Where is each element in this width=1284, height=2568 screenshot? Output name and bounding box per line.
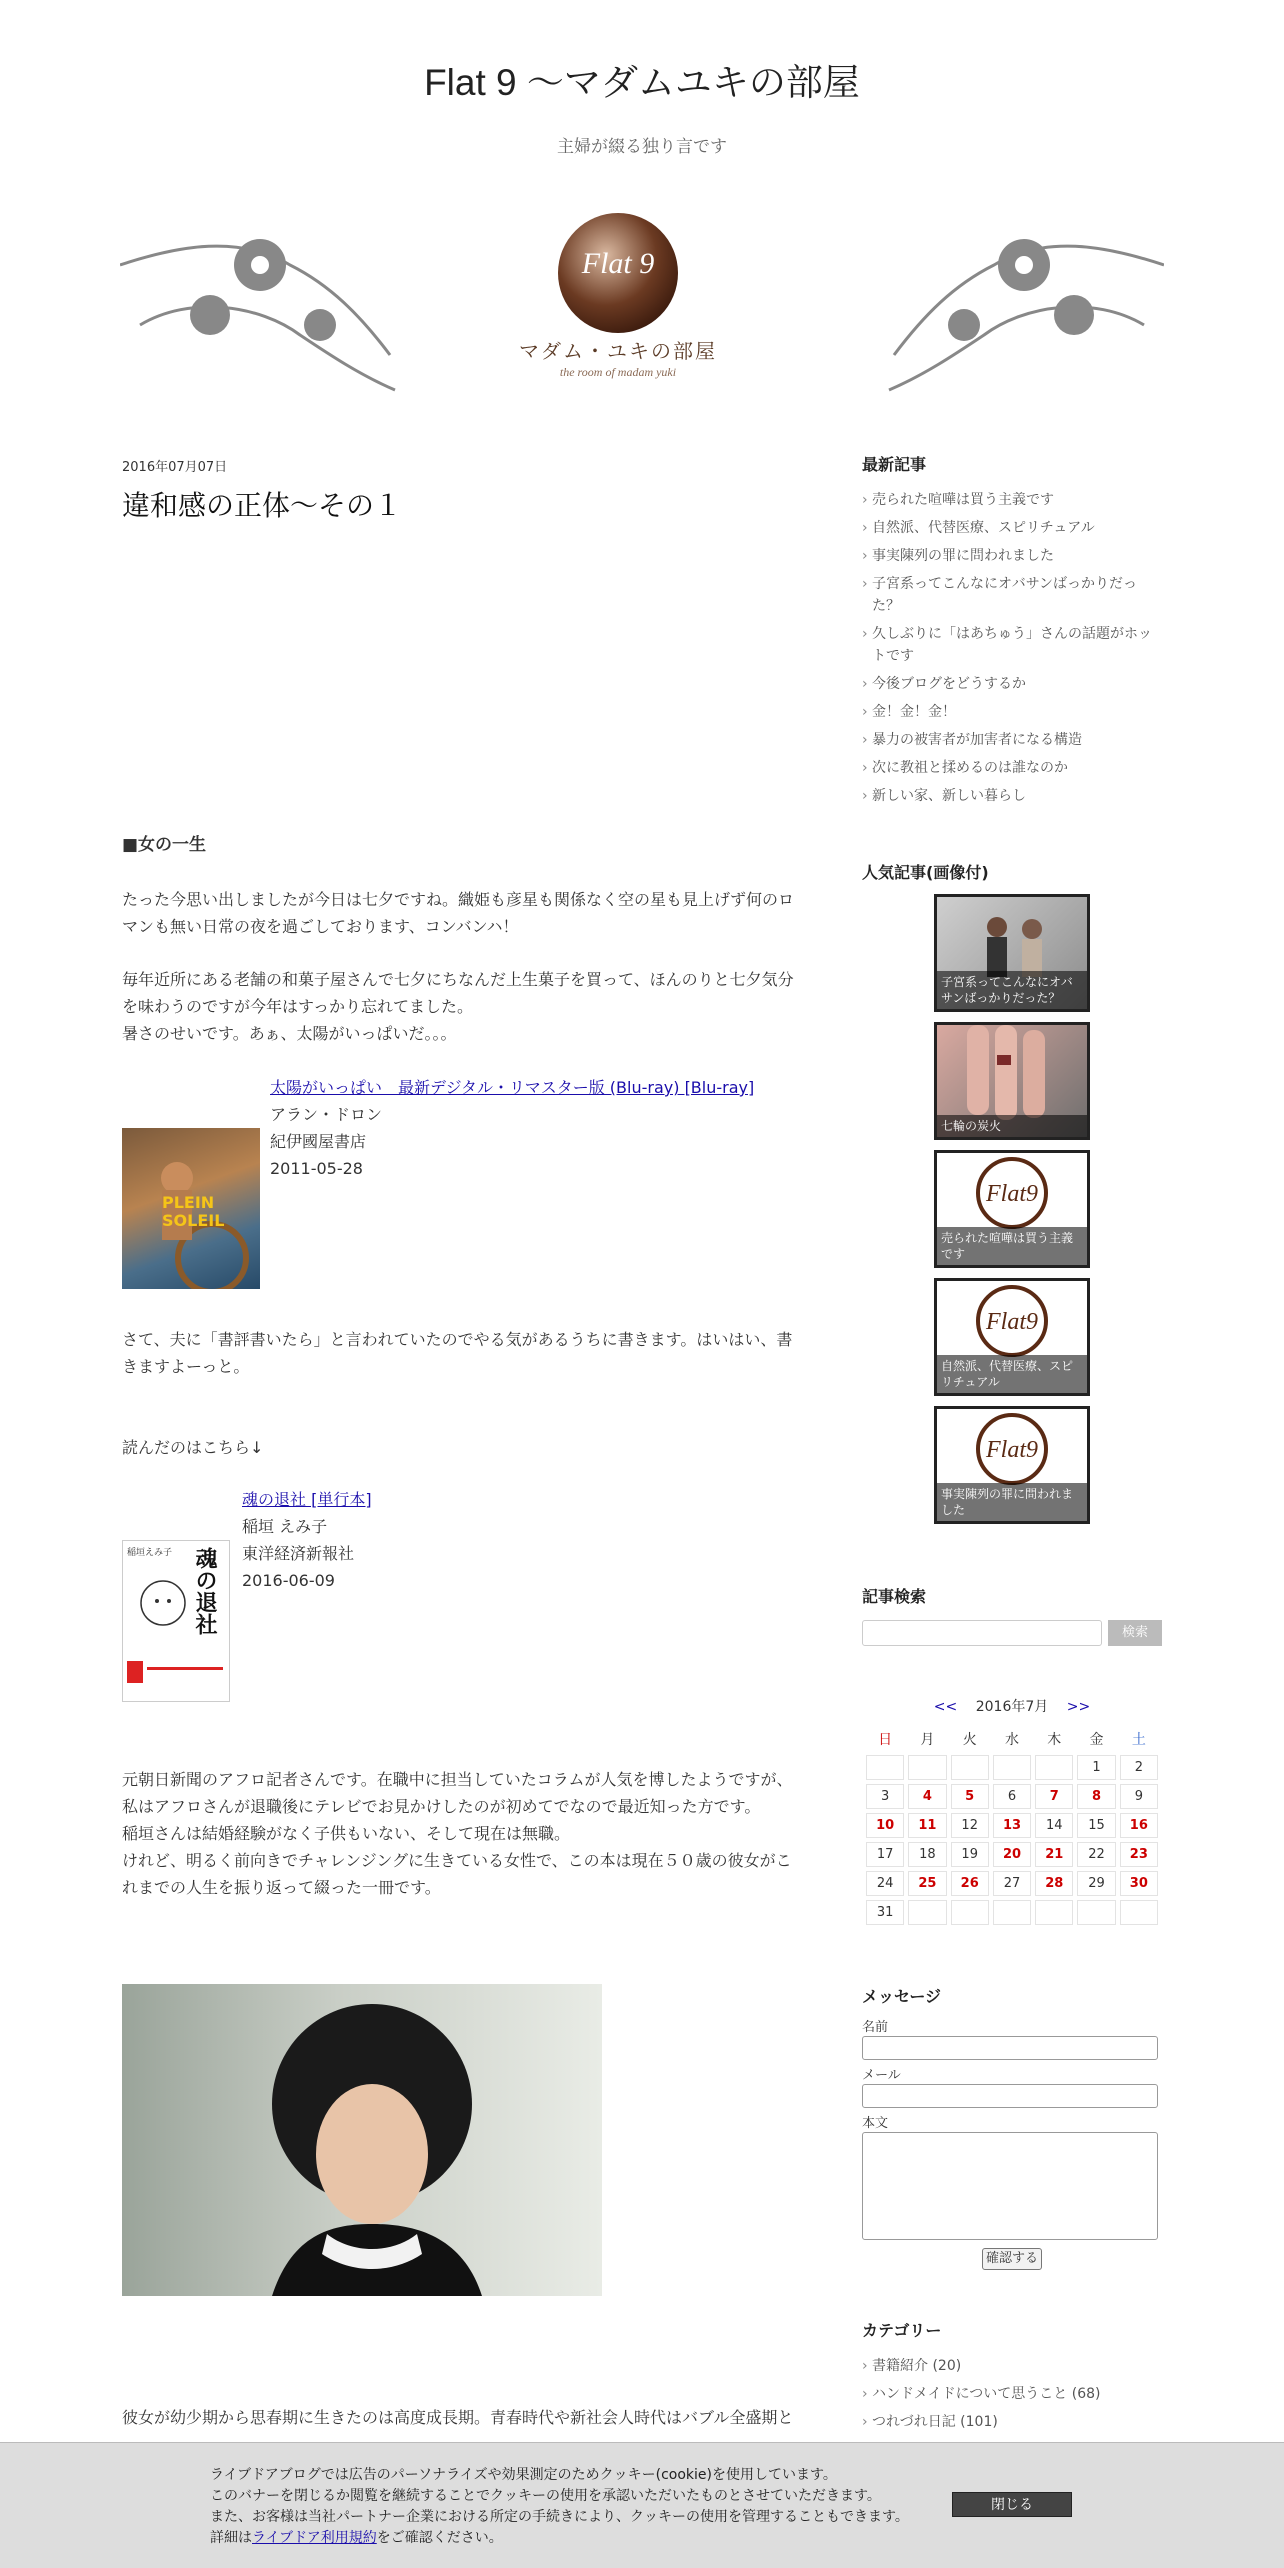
calendar-empty-cell bbox=[1035, 1900, 1073, 1925]
recent-post-item[interactable]: › 今後ブログをどうするか bbox=[862, 673, 1162, 695]
weekday-sun: 日 bbox=[878, 1731, 893, 1748]
message-heading: メッセージ bbox=[862, 1987, 942, 2006]
email-field[interactable] bbox=[862, 2084, 1158, 2108]
book-cover-author: 稲垣えみ子 bbox=[127, 1548, 173, 1558]
recent-post-item[interactable]: › 暴力の被害者が加害者になる構造 bbox=[862, 729, 1162, 751]
category-item[interactable]: › 書籍紹介 (20) bbox=[862, 2355, 1162, 2377]
section-heading: ■女の一生 bbox=[122, 835, 207, 855]
popular-posts bbox=[862, 860, 1162, 883]
cookie-close-button[interactable]: 閉じる bbox=[952, 2492, 1072, 2517]
calendar-day[interactable]: 25 bbox=[908, 1871, 946, 1896]
calendar-day: 2 bbox=[1120, 1755, 1158, 1780]
site-subtitle: 主婦が綴る独り言です bbox=[557, 137, 727, 157]
svg-text:Flat9: Flat9 bbox=[986, 1181, 1038, 1207]
paragraph-6: 彼女が幼少期から思春期に生きたのは高度成長期。青春時代や新社会人時代はバブル全盛期と bbox=[122, 2408, 794, 2427]
calendar-day[interactable]: 26 bbox=[951, 1871, 989, 1896]
recent-post-item[interactable]: › 金！金！金！ bbox=[862, 701, 1162, 723]
article bbox=[122, 454, 798, 524]
book-cover[interactable] bbox=[122, 1540, 230, 1702]
calendar-day: 14 bbox=[1035, 1813, 1073, 1838]
dvd-author: アラン・ドロン bbox=[270, 1105, 383, 1124]
search-input[interactable] bbox=[862, 1620, 1102, 1646]
popular-post-caption: 事実陳列の罪に問われました bbox=[937, 1483, 1087, 1521]
category-item[interactable]: › ハンドメイドについて思うこと (68) bbox=[862, 2383, 1162, 2405]
portrait-photo bbox=[122, 1984, 602, 2296]
search-heading: 記事検索 bbox=[862, 1587, 927, 1606]
calendar-day[interactable]: 8 bbox=[1077, 1784, 1115, 1809]
recent-posts-heading: 最新記事 bbox=[862, 455, 927, 474]
name-label: 名前 bbox=[862, 2020, 889, 2035]
calendar-empty-cell bbox=[908, 1900, 946, 1925]
calendar-day: 17 bbox=[866, 1842, 904, 1867]
cookie-line: ライブドアブログでは広告のパーソナライズや効果測定のためクッキー(cookie)を使用しています。 bbox=[210, 2467, 837, 2483]
calendar-empty-cell bbox=[951, 1755, 989, 1780]
calendar-day: 31 bbox=[866, 1900, 904, 1925]
cookie-line: また、お客様は当社パートナー企業における所定の手続きにより、クッキーの使用を管理することもできます。 bbox=[210, 2509, 909, 2525]
weekday-mon: 月 bbox=[920, 1731, 935, 1748]
popular-post-card[interactable] bbox=[934, 1278, 1090, 1396]
calendar-day: 1 bbox=[1077, 1755, 1115, 1780]
calendar-day: 9 bbox=[1120, 1784, 1158, 1809]
calendar-grid bbox=[862, 1722, 1162, 1929]
recent-post-item[interactable]: › 新しい家、新しい暮らし bbox=[862, 785, 1162, 807]
post-date: 2016年07月07日 bbox=[122, 460, 228, 475]
logo-text: Flat 9 bbox=[581, 247, 655, 280]
calendar-next-link[interactable]: >> bbox=[1066, 1699, 1091, 1715]
site-title[interactable]: Flat 9 〜マダムユキの部屋 bbox=[424, 62, 860, 103]
cookie-consent-banner bbox=[0, 2442, 1284, 2568]
popular-post-card[interactable] bbox=[934, 1406, 1090, 1524]
body-label: 本文 bbox=[862, 2116, 889, 2131]
popular-post-caption: 子宮系ってこんなにオバサンばっかりだった？ bbox=[937, 971, 1087, 1009]
calendar-day[interactable]: 28 bbox=[1035, 1871, 1073, 1896]
calendar-empty-cell bbox=[866, 1755, 904, 1780]
paragraph-2a: 毎年近所にある老舗の和菓子屋さんで七夕にちなんだ上生菓子を買って、ほんのりと七夕気分を味わうのですが今年はすっかり忘れてました。 bbox=[122, 970, 794, 1016]
popular-posts-heading: 人気記事(画像付) bbox=[862, 863, 989, 882]
paragraph-4: 読んだのはこちら↓ bbox=[122, 1438, 264, 1457]
cookie-line-suffix: をご確認ください。 bbox=[376, 2530, 503, 2546]
dvd-cover-title: PLEIN SOLEIL bbox=[162, 1193, 225, 1230]
calendar-day: 15 bbox=[1077, 1813, 1115, 1838]
popular-post-caption: 七輪の炭火 bbox=[937, 1115, 1087, 1137]
email-label: メール bbox=[862, 2068, 901, 2083]
cookie-line: このバナーを閉じるか閲覧を継続することでクッキーの使用を承認いただいたものとさせていただきます。 bbox=[210, 2488, 881, 2504]
paragraph-1: たった今思い出しましたが今日は七夕ですね。織姫も彦星も関係なく空の星も見上げず何のロマンも無い日常の夜を過ごしております、コンバンハ！ bbox=[122, 890, 795, 936]
calendar-day: 6 bbox=[993, 1784, 1031, 1809]
calendar-day[interactable]: 7 bbox=[1035, 1784, 1073, 1809]
calendar-day[interactable]: 10 bbox=[866, 1813, 904, 1838]
category-heading: カテゴリー bbox=[862, 2321, 942, 2340]
recent-post-item[interactable]: › 事実陳列の罪に問われました bbox=[862, 545, 1162, 567]
calendar-day: 3 bbox=[866, 1784, 904, 1809]
calendar-month: 2016年7月 bbox=[975, 1699, 1049, 1715]
paragraph-5a: 元朝日新聞のアフロ記者さんです。在職中に担当していたコラムが人気を博したようですが、 bbox=[122, 1770, 793, 1789]
popular-post-caption: 売られた喧嘩は買う主義です bbox=[937, 1227, 1087, 1265]
calendar-day[interactable]: 13 bbox=[993, 1813, 1031, 1838]
recent-post-item[interactable]: › 久しぶりに「はあちゅう」さんの話題がホットです bbox=[862, 623, 1162, 667]
dvd-date: 2011-05-28 bbox=[270, 1159, 363, 1178]
calendar-day[interactable]: 21 bbox=[1035, 1842, 1073, 1867]
message-form bbox=[862, 1984, 1162, 2007]
dvd-publisher: 紀伊國屋書店 bbox=[270, 1132, 367, 1151]
calendar-day[interactable]: 5 bbox=[951, 1784, 989, 1809]
paragraph-5c: 稲垣さんは結婚経験がなく子供もいない、そして現在は無職。 bbox=[122, 1824, 571, 1843]
book-link[interactable]: 魂の退社 [単行本] bbox=[242, 1490, 372, 1509]
calendar-empty-cell bbox=[1077, 1900, 1115, 1925]
weekday-fri: 金 bbox=[1089, 1731, 1104, 1748]
popular-post-card[interactable] bbox=[934, 894, 1090, 1012]
recent-post-item[interactable]: › 自然派、代替医療、スピリチュアル bbox=[862, 517, 1162, 539]
calendar-day: 29 bbox=[1077, 1871, 1115, 1896]
book-author: 稲垣 えみ子 bbox=[242, 1517, 328, 1536]
weekday-tue: 火 bbox=[962, 1731, 977, 1748]
weekday-wed: 水 bbox=[1004, 1731, 1019, 1748]
category-item[interactable]: › つれづれ日記 (101) bbox=[862, 2411, 1162, 2433]
dvd-cover[interactable] bbox=[122, 1128, 260, 1289]
calendar-empty-cell bbox=[993, 1900, 1031, 1925]
paragraph-5d: けれど、明るく前向きでチャレンジングに生きている女性で、この本は現在５０歳の彼女がこれまでの人生を振り返って綴った一冊です。 bbox=[122, 1851, 792, 1897]
calendar-day: 18 bbox=[908, 1842, 946, 1867]
recent-post-item[interactable]: › 次に教祖と揉めるのは誰なのか bbox=[862, 757, 1162, 779]
terms-link[interactable]: ライブドア利用規約 bbox=[252, 2530, 377, 2546]
book-date: 2016-06-09 bbox=[242, 1571, 335, 1590]
calendar-day: 12 bbox=[951, 1813, 989, 1838]
category-widget bbox=[862, 2318, 1162, 2439]
name-field[interactable] bbox=[862, 2036, 1158, 2060]
paragraph-2b: 暑さのせいです。あぁ、太陽がいっぱいだ。。。 bbox=[122, 1024, 457, 1043]
weekday-thu: 木 bbox=[1047, 1731, 1062, 1748]
calendar-day[interactable]: 23 bbox=[1120, 1842, 1158, 1867]
search-button[interactable]: 検索 bbox=[1108, 1620, 1162, 1646]
calendar-day: 22 bbox=[1077, 1842, 1115, 1867]
paragraph-3: さて、夫に「書評書いたら」と言われていたのでやる気があるうちに書きます。はいはい、書きますよーっと。 bbox=[122, 1330, 793, 1376]
book-cover-title: 魂の退社 bbox=[192, 1547, 218, 1635]
calendar-empty-cell bbox=[1120, 1900, 1158, 1925]
cookie-line-prefix: 詳細は bbox=[210, 2530, 252, 2546]
calendar-empty-cell bbox=[1035, 1755, 1073, 1780]
popular-post-caption: 自然派、代替医療、スピリチュアル bbox=[937, 1355, 1087, 1393]
calendar-day[interactable]: 11 bbox=[908, 1813, 946, 1838]
calendar bbox=[862, 1696, 1162, 1929]
recent-post-item[interactable]: › 売られた喧嘩は買う主義です bbox=[862, 489, 1162, 511]
weekday-sat: 土 bbox=[1131, 1731, 1146, 1748]
book-illustration bbox=[123, 1541, 230, 1702]
calendar-day: 19 bbox=[951, 1842, 989, 1867]
recent-posts bbox=[862, 452, 1162, 813]
dvd-link[interactable]: 太陽がいっぱい 最新デジタル・リマスター版 (Blu-ray) [Blu-ray] bbox=[270, 1078, 755, 1097]
svg-text:Flat9: Flat9 bbox=[986, 1309, 1038, 1335]
calendar-day: 27 bbox=[993, 1871, 1031, 1896]
calendar-day[interactable]: 4 bbox=[908, 1784, 946, 1809]
calendar-empty-cell bbox=[993, 1755, 1031, 1780]
recent-post-item[interactable]: › 子宮系ってこんなにオバサンばっかりだった？ bbox=[862, 573, 1162, 617]
banner-caption: マダム・ユキの部屋 bbox=[519, 339, 717, 363]
calendar-day: 24 bbox=[866, 1871, 904, 1896]
message-body-field[interactable] bbox=[862, 2132, 1158, 2240]
paragraph-5b: 私はアフロさんが退職後にテレビでお見かけしたのが初めてでなので最近知った方です。 bbox=[122, 1797, 761, 1816]
cookie-line bbox=[210, 2528, 909, 2549]
search-widget bbox=[862, 1584, 1162, 1607]
post-title[interactable]: 違和感の正体〜その１ bbox=[122, 489, 403, 522]
calendar-day[interactable]: 30 bbox=[1120, 1871, 1158, 1896]
popular-post-card[interactable] bbox=[934, 1150, 1090, 1268]
book-publisher: 東洋経済新報社 bbox=[242, 1544, 355, 1563]
cookie-text bbox=[210, 2465, 909, 2549]
banner-caption-sub: the room of madam yuki bbox=[559, 365, 677, 379]
popular-post-card[interactable] bbox=[934, 1022, 1090, 1140]
calendar-empty-cell bbox=[908, 1755, 946, 1780]
calendar-day[interactable]: 20 bbox=[993, 1842, 1031, 1867]
confirm-button[interactable]: 確認する bbox=[982, 2248, 1042, 2270]
svg-text:Flat9: Flat9 bbox=[986, 1437, 1038, 1463]
header-banner[interactable] bbox=[120, 205, 1164, 401]
calendar-prev-link[interactable]: << bbox=[933, 1699, 958, 1715]
calendar-empty-cell bbox=[951, 1900, 989, 1925]
calendar-day[interactable]: 16 bbox=[1120, 1813, 1158, 1838]
